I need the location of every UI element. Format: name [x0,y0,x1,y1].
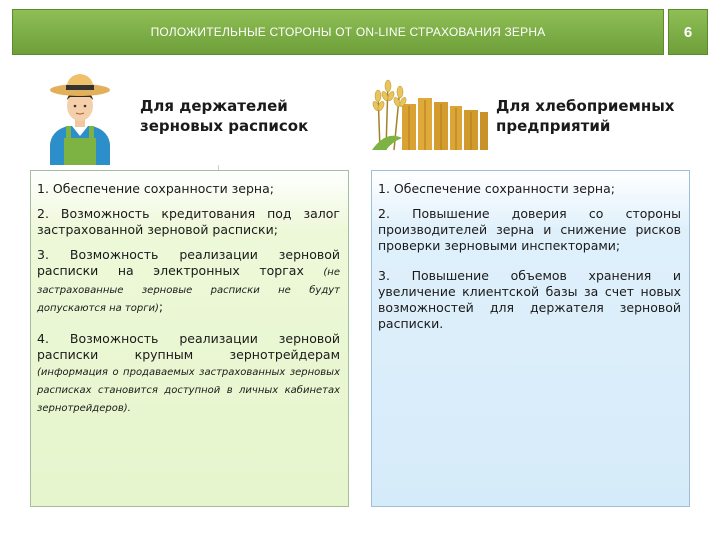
list-item-note: (информация о продаваемых застрахованных зерновых расписках становится доступной в личных кабинетах зернотрейдеров). [37,367,340,414]
list-item: 3. Возможность реализации зерновой расписки на электронных торгах (не застрахованные зерновые расписки не будут допускаются на торги); [37,247,340,314]
farmer-icon [40,70,120,165]
list-item: 1. Обеспечение сохранности зерна; [378,181,615,196]
list-item: 3. Повышение объемов хранения и увеличение клиентской базы за счет новых возможностей для держателя зерновой расписки. [378,268,681,331]
list-item: 2. Повышение доверия со стороны производителей зерна и снижение рисков проверки зерновыми инспекторами; [378,206,681,253]
right-benefits-panel [371,170,690,507]
left-benefits-panel [30,170,349,507]
list-item: 2. Возможность кредитования под залог застрахованной зерновой расписки; [37,206,340,237]
header-banner [12,9,664,55]
list-item-note: (не застрахованные зерновые расписки не будут допускаются на торги) [37,267,340,314]
grain-elevator-icon [372,72,490,152]
right-column-title: Для хлебоприемных предприятий [496,97,675,135]
list-item: 4. Возможность реализации зерновой расписки крупным зернотрейдерам (информация о продаваемых застрахованных зерновых расписках становится доступной в личных кабинетах зернотрейдеров). [37,331,340,414]
page-title: ПОЛОЖИТЕЛЬНЫЕ СТОРОНЫ ОТ ON-LINE СТРАХОВАНИЯ ЗЕРНА [150,25,546,39]
page-number: 6 [668,9,708,55]
left-column-title: Для держателей зерновых расписок [140,97,309,135]
list-item: 1. Обеспечение сохранности зерна; [37,181,274,196]
